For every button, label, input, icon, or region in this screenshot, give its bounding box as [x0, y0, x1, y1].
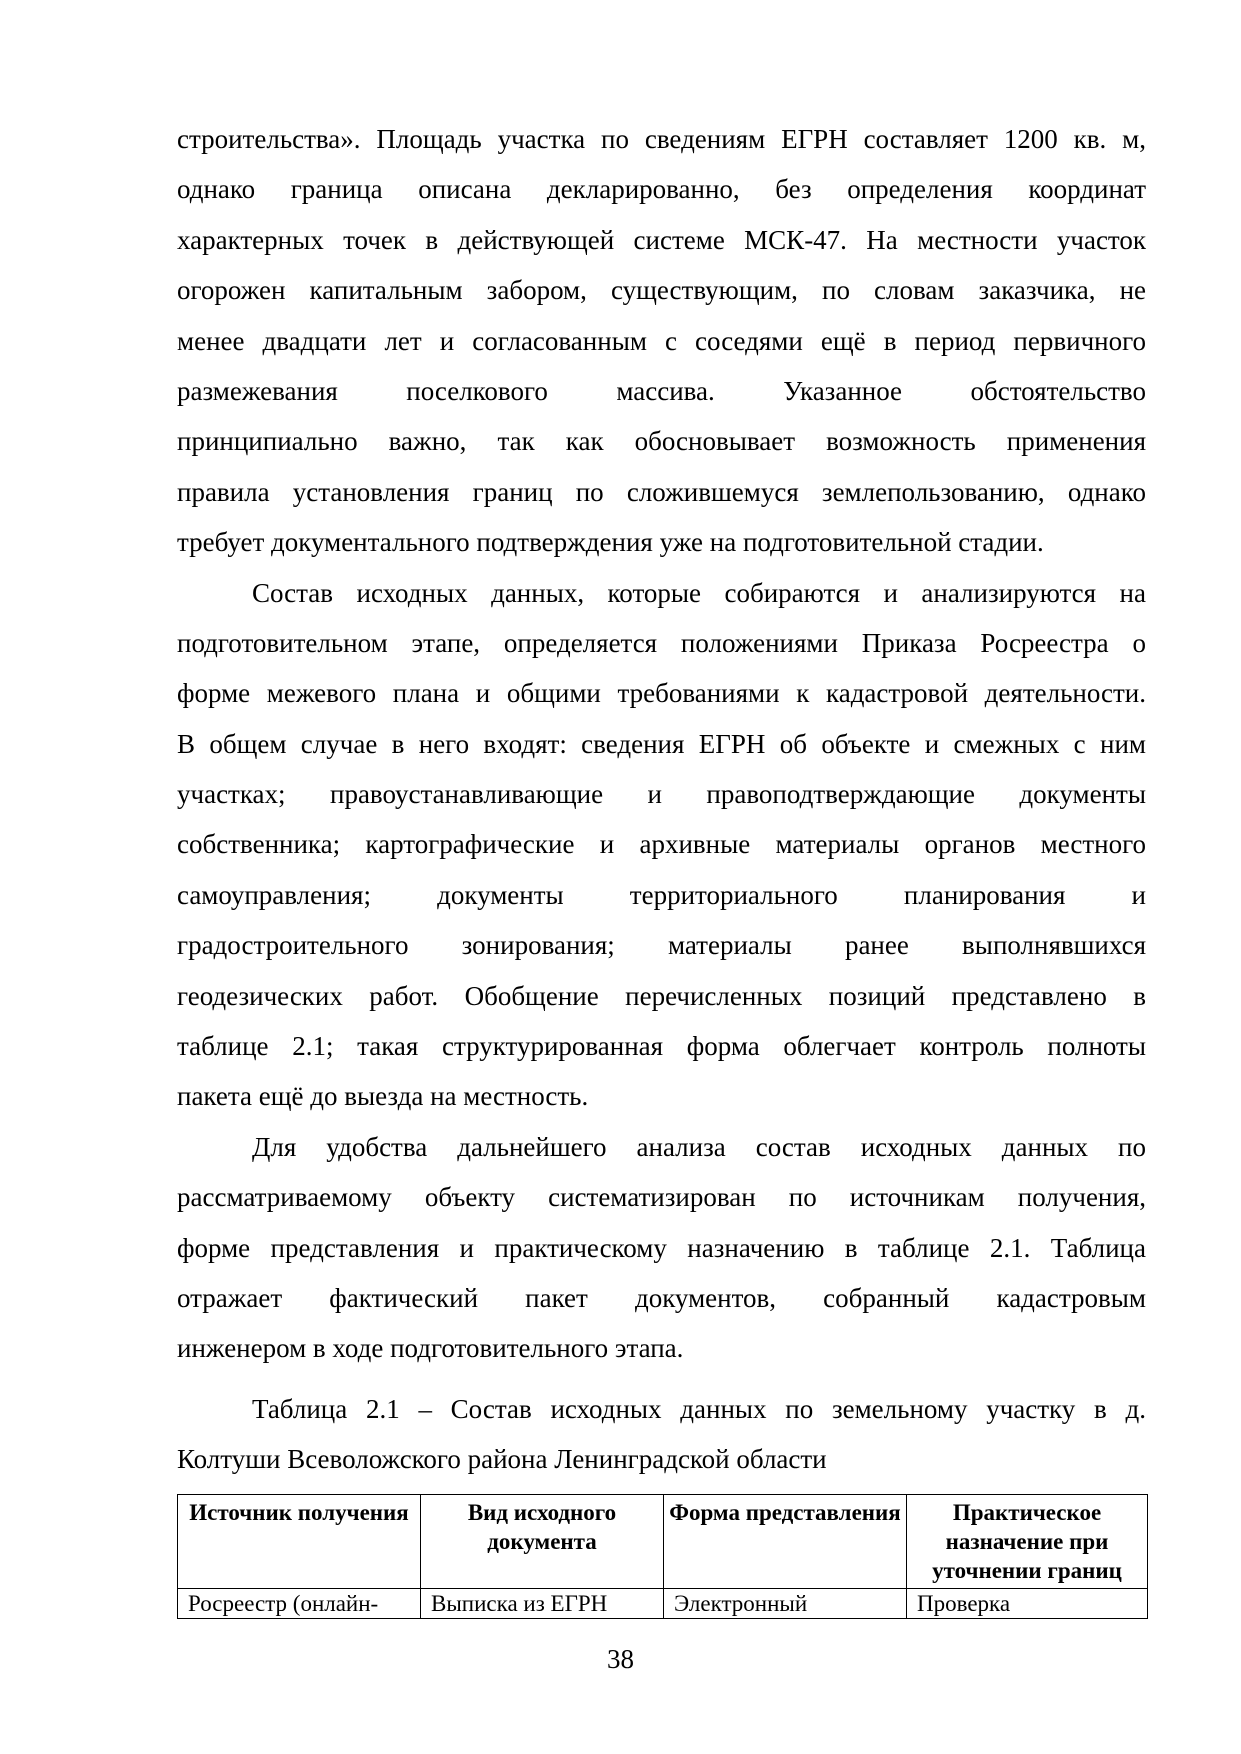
text-line: таблице 2.1; такая структурированная форма облегчает контроль полноты [177, 1031, 1146, 1062]
text-line: форме представления и практическому назначению в таблице 2.1. Таблица [177, 1232, 1146, 1263]
text-line: пакета ещё до выезда на местность. [177, 1081, 589, 1112]
text-line: однако граница описана декларированно, без определения координат [177, 174, 1146, 205]
text-line: собственника; картографические и архивные материалы органов местного [177, 829, 1146, 860]
table-cell: Выписка из ЕГРН [421, 1589, 664, 1619]
text-line: огорожен капитальным забором, существующим, по словам заказчика, не [177, 275, 1146, 306]
text-line: требует документального подтверждения уже на подготовительной стадии. [177, 527, 1044, 558]
text-line: Для удобства дальнейшего анализа состав исходных данных по [252, 1131, 1146, 1162]
column-header: Форма представления [664, 1495, 907, 1589]
text-line: рассматриваемому объекту систематизирован по источникам получения, [177, 1182, 1146, 1213]
paragraph [177, 568, 1146, 1122]
text-line: характерных точек в действующей системе МСК-47. На местности участок [177, 224, 1146, 255]
text-line: инженером в ходе подготовительного этапа. [177, 1333, 684, 1364]
text-line: правила установления границ по сложившемуся землепользованию, однако [177, 476, 1146, 507]
text-line: форме межевого плана и общими требованиями к кадастровой деятельности. [177, 678, 1146, 709]
paragraph [177, 114, 1146, 568]
text-line: участках; правоустанавливающие и правоподтверждающие документы [177, 779, 1146, 810]
text-line: Состав исходных данных, которые собираются и анализируются на [252, 577, 1146, 608]
text-line: геодезических работ. Обобщение перечисленных позиций представлено в [177, 980, 1146, 1011]
table-header-row [178, 1495, 1148, 1589]
text-line: строительства». Площадь участка по сведениям ЕГРН составляет 1200 кв. м, [177, 124, 1146, 154]
page-number: 38 [607, 1644, 634, 1674]
text-line: отражает фактический пакет документов, собранный кадастровым [177, 1282, 1146, 1313]
table-cell: Проверка [907, 1589, 1148, 1619]
text-line: В общем случае в него входят: сведения ЕГРН об объекте и смежных с ним [177, 728, 1146, 759]
text-line: градостроительного зонирования; материалы ранее выполнявшихся [177, 930, 1146, 961]
table-cell: Электронный [664, 1589, 907, 1619]
text-line: принципиально важно, так как обосновывает возможность применения [177, 426, 1146, 457]
paragraph [177, 1122, 1146, 1374]
body-text [177, 114, 1146, 1485]
table-row [178, 1589, 1148, 1619]
source-data-table [177, 1494, 1148, 1619]
column-header: Вид исходного документа [421, 1495, 664, 1589]
caption-line: Колтуши Всеволожского района Ленинградской области [177, 1444, 827, 1475]
text-line: самоуправления; документы территориального планирования и [177, 879, 1146, 910]
table-caption [177, 1384, 1146, 1485]
column-header: Источник получения [178, 1495, 421, 1589]
text-line: менее двадцати лет и согласованным с соседями ещё в период первичного [177, 325, 1146, 356]
column-header: Практическое назначение при уточнении границ [907, 1495, 1148, 1589]
text-line: подготовительном этапе, определяется положениями Приказа Росреестра о [177, 627, 1146, 658]
table-cell: Росреестр (онлайн- [178, 1589, 421, 1619]
text-line: размежевания поселкового массива. Указанное обстоятельство [177, 375, 1146, 406]
caption-line: Таблица 2.1 – Состав исходных данных по земельному участку в д. [252, 1393, 1146, 1424]
